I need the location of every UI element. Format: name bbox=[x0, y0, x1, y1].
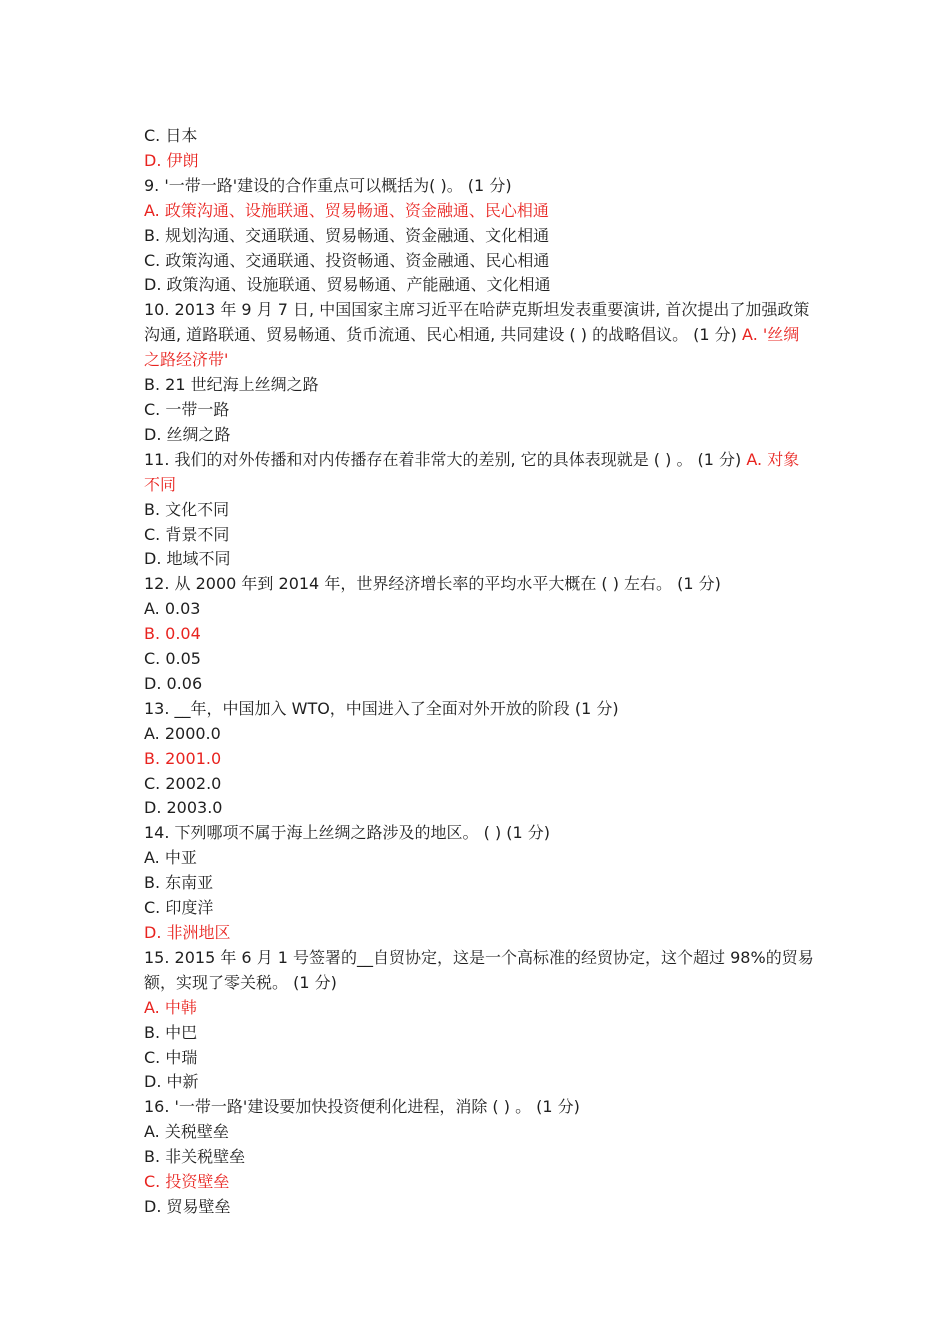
line-text: 11. 我们的对外传播和对内传播存在着非常大的差别, 它的具体表现就是 ( ) 。 (1 分) bbox=[144, 449, 742, 469]
line-text: B. 文化不同 bbox=[144, 499, 230, 519]
line-text: D. 伊朗 bbox=[144, 150, 199, 170]
line-text: D. 2003.0 bbox=[144, 798, 223, 818]
question-text bbox=[144, 174, 814, 199]
line-text: C. 日本 bbox=[144, 126, 198, 145]
option bbox=[144, 796, 814, 821]
line-text: D. 地域不同 bbox=[144, 549, 231, 569]
option bbox=[144, 1021, 814, 1046]
option bbox=[144, 423, 814, 448]
line-text: A. 中亚 bbox=[144, 848, 197, 868]
question-text bbox=[144, 697, 814, 722]
line-text: C. 政策沟通、交通联通、投资畅通、资金融通、民心相通 bbox=[144, 250, 550, 270]
option bbox=[144, 249, 814, 274]
option bbox=[144, 373, 814, 398]
line-text: A. 关税壁垒 bbox=[144, 1122, 229, 1142]
option bbox=[144, 772, 814, 797]
correct-option bbox=[144, 921, 814, 946]
question-text bbox=[144, 448, 814, 498]
line-text: D. 丝绸之路 bbox=[144, 424, 231, 444]
correct-option bbox=[144, 1170, 814, 1195]
question-text bbox=[144, 572, 814, 597]
option bbox=[144, 547, 814, 572]
line-text: A. 0.03 bbox=[144, 599, 201, 619]
quiz-document bbox=[144, 124, 814, 1220]
line-text: A. 政策沟通、设施联通、贸易畅通、资金融通、民心相通 bbox=[144, 200, 549, 220]
correct-option-inline: A. 对象不同 bbox=[144, 449, 800, 494]
line-text: C. 2002.0 bbox=[144, 773, 222, 793]
option bbox=[144, 1195, 814, 1220]
line-text: C. 投资壁垒 bbox=[144, 1172, 230, 1192]
question-text bbox=[144, 946, 814, 996]
line-text: B. 0.04 bbox=[144, 624, 201, 644]
correct-option bbox=[144, 199, 814, 224]
correct-option bbox=[144, 996, 814, 1021]
line-text: 13. __年，中国加入 WTO，中国进入了全面对外开放的阶段 (1 分) bbox=[144, 698, 619, 718]
question-text bbox=[144, 821, 814, 846]
line-text: 14. 下列哪项不属于海上丝绸之路涉及的地区。 ( ) (1 分) bbox=[144, 823, 551, 843]
correct-option bbox=[144, 149, 814, 174]
correct-option-inline: A. '丝绸之路经济带' bbox=[144, 325, 800, 370]
line-text: B. 中巴 bbox=[144, 1022, 198, 1042]
line-text: D. 非洲地区 bbox=[144, 923, 231, 942]
line-text: C. 印度洋 bbox=[144, 898, 214, 918]
option bbox=[144, 224, 814, 249]
line-text: D. 0.06 bbox=[144, 673, 203, 693]
option bbox=[144, 597, 814, 622]
line-text: C. 0.05 bbox=[144, 649, 201, 669]
line-text: 16. '一带一路'建设要加快投资便利化进程，消除 ( ) 。 (1 分) bbox=[144, 1097, 580, 1117]
option bbox=[144, 273, 814, 298]
line-text: 15. 2015 年 6 月 1 号签署的__自贸协定，这是一个高标准的经贸协定，这个超过 98%的贸易额，实现了零关税。 (1 分) bbox=[144, 947, 814, 992]
option bbox=[144, 1120, 814, 1145]
option bbox=[144, 498, 814, 523]
correct-option bbox=[144, 747, 814, 772]
line-text: 9. '一带一路'建设的合作重点可以概括为( )。 (1 分) bbox=[144, 175, 512, 195]
correct-option bbox=[144, 622, 814, 647]
question-text bbox=[144, 298, 814, 373]
line-text: B. 规划沟通、交通联通、贸易畅通、资金融通、文化相通 bbox=[144, 225, 550, 245]
option bbox=[144, 672, 814, 697]
line-text: B. 东南亚 bbox=[144, 873, 214, 893]
option bbox=[144, 647, 814, 672]
line-text: B. 21 世纪海上丝绸之路 bbox=[144, 375, 319, 395]
line-text: A. 中韩 bbox=[144, 997, 197, 1017]
option bbox=[144, 722, 814, 747]
line-text: D. 贸易壁垒 bbox=[144, 1196, 231, 1216]
line-text: D. 中新 bbox=[144, 1072, 199, 1092]
option bbox=[144, 398, 814, 423]
option bbox=[144, 1046, 814, 1071]
option bbox=[144, 523, 814, 548]
line-text: C. 背景不同 bbox=[144, 524, 230, 544]
option bbox=[144, 896, 814, 921]
option bbox=[144, 846, 814, 871]
option bbox=[144, 871, 814, 896]
line-text: C. 中瑞 bbox=[144, 1047, 198, 1067]
line-text: 10. 2013 年 9 月 7 日, 中国国家主席习近平在哈萨克斯坦发表重要演讲, 首次提出了加强政策沟通, 道路联通、贸易畅通、货币流通、民心相通, 共同建设 ( ) 的战略倡议。 (1 分) bbox=[144, 300, 810, 345]
line-text: B. 非关税壁垒 bbox=[144, 1147, 246, 1167]
option bbox=[144, 1070, 814, 1095]
option bbox=[144, 1145, 814, 1170]
option bbox=[144, 124, 814, 149]
line-text: B. 2001.0 bbox=[144, 748, 222, 768]
line-text: C. 一带一路 bbox=[144, 399, 230, 419]
question-text bbox=[144, 1095, 814, 1120]
line-text: A. 2000.0 bbox=[144, 723, 221, 743]
line-text: 12. 从 2000 年到 2014 年，世界经济增长率的平均水平大概在 ( ) 左右。 (1 分) bbox=[144, 574, 721, 594]
line-text: D. 政策沟通、设施联通、贸易畅通、产能融通、文化相通 bbox=[144, 275, 551, 295]
